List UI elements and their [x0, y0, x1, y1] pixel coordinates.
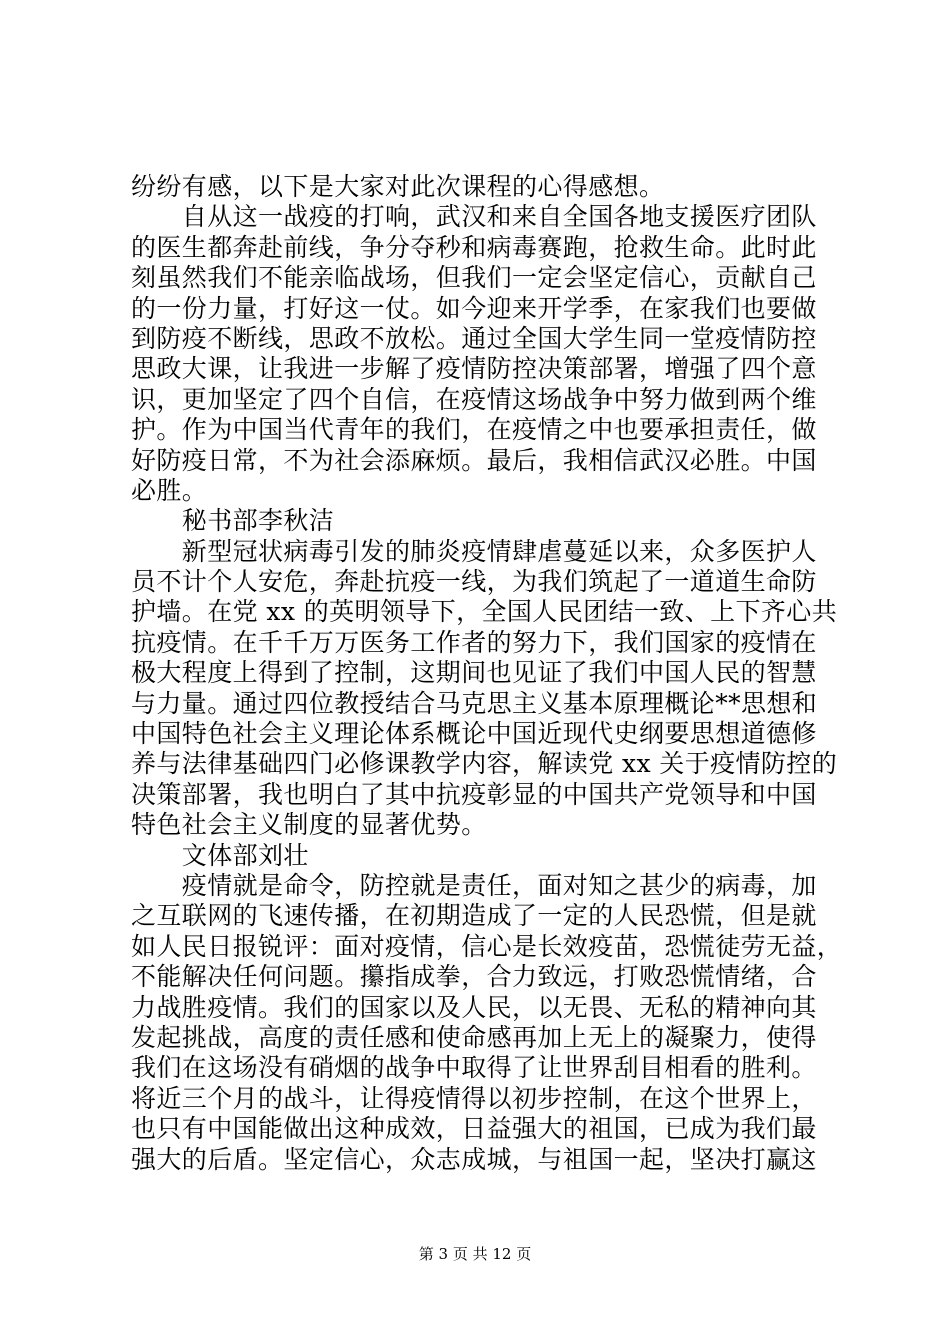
text-line: 员不计个人安危，奔赴抗疫一线，为我们筑起了一道道生命防	[131, 567, 817, 597]
text-line: 力战胜疫情。我们的国家以及人民，以无畏、无私的精神向其	[131, 992, 817, 1022]
text-line: 与力量。通过四位教授结合马克思主义基本原理概论**思想和	[131, 688, 818, 718]
page-footer: 第 3 页 共 12 页	[418, 1245, 532, 1263]
text-line: 中国特色社会主义理论体系概论中国近现代史纲要思想道德修	[131, 719, 817, 749]
text-line: 护。作为中国当代青年的我们，在疫情之中也要承担责任，做	[131, 415, 817, 445]
text-line: 必胜。	[131, 475, 208, 505]
text-line: 之互联网的飞速传播，在初期造成了一定的人民恐慌，但是就	[131, 901, 817, 931]
text-line: 极大程度上得到了控制，这期间也见证了我们中国人民的智慧	[131, 658, 817, 688]
text-line: 养与法律基础四门必修课教学内容，解读党 xx 关于疫情防控的	[131, 749, 838, 779]
text-line: 识，更加坚定了四个自信，在疫情这场战争中努力做到两个维	[131, 384, 817, 414]
text-line: 的医生都奔赴前线，争分夺秒和病毒赛跑，抢救生命。此时此	[131, 232, 817, 262]
text-line: 到防疫不断线，思政不放松。通过全国大学生同一堂疫情防控	[131, 323, 817, 353]
text-line: 如人民日报锐评：面对疫情，信心是长效疫苗，恐慌徒劳无益，	[131, 931, 843, 961]
text-line: 秘书部李秋洁	[131, 506, 335, 536]
text-line: 也只有中国能做出这种成效，日益强大的祖国，已成为我们最	[131, 1114, 817, 1144]
text-line: 新型冠状病毒引发的肺炎疫情肆虐蔓延以来，众多医护人	[131, 536, 817, 566]
text-line: 疫情就是命令，防控就是责任，面对知之甚少的病毒，加	[131, 870, 817, 900]
text-line: 发起挑战，高度的责任感和使命感再加上无上的凝聚力，使得	[131, 1022, 817, 1052]
text-line: 将近三个月的战斗，让得疫情得以初步控制，在这个世界上，	[131, 1083, 817, 1113]
text-line: 纷纷有感，以下是大家对此次课程的心得感想。	[131, 172, 665, 201]
text-line: 文体部刘壮	[131, 840, 309, 870]
text-line: 思政大课，让我进一步解了疫情防控决策部署，增强了四个意	[131, 354, 817, 384]
document-body	[131, 172, 843, 1175]
text-line: 决策部署，我也明白了其中抗疫彰显的中国共产党领导和中国	[131, 779, 817, 809]
text-line: 抗疫情。在千千万万医务工作者的努力下，我们国家的疫情在	[131, 627, 817, 657]
text-line: 不能解决任何问题。攥指成拳，合力致远，打败恐慌情绪，合	[131, 962, 817, 992]
text-line: 好防疫日常，不为社会添麻烦。最后，我相信武汉必胜。中国	[131, 445, 817, 475]
text-line: 刻虽然我们不能亲临战场，但我们一定会坚定信心，贡献自己	[131, 263, 817, 293]
text-line: 强大的后盾。坚定信心，众志成城，与祖国一起，坚决打赢这	[131, 1144, 817, 1174]
text-line: 自从这一战疫的打响，武汉和来自全国各地支援医疗团队	[131, 202, 817, 232]
text-line: 我们在这场没有硝烟的战争中取得了让世界刮目相看的胜利。	[131, 1053, 817, 1083]
text-line: 护墙。在党 xx 的英明领导下，全国人民团结一致、上下齐心共	[131, 597, 838, 627]
text-line: 特色社会主义制度的显著优势。	[131, 810, 487, 840]
text-line: 的一份力量，打好这一仗。如今迎来开学季，在家我们也要做	[131, 293, 817, 323]
